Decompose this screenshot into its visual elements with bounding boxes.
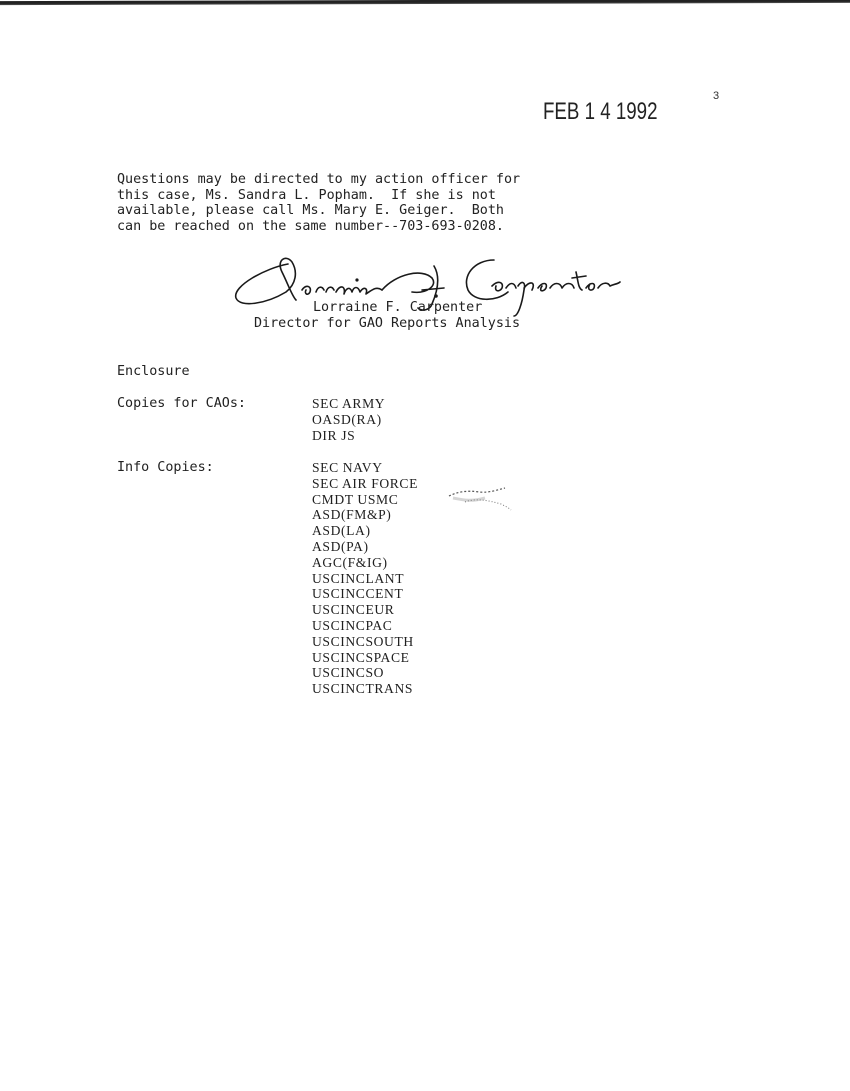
list-item: USCINCSPACE xyxy=(312,649,410,665)
signatory-name: Lorraine F. Carpenter xyxy=(313,300,483,315)
enclosure-label: Enclosure xyxy=(117,364,190,379)
list-item: USCINCEUR xyxy=(312,602,395,618)
list-item: USCINCCENT xyxy=(312,586,404,602)
list-item: USCINCTRANS xyxy=(312,681,414,697)
signatory-title: Director for GAO Reports Analysis xyxy=(254,316,521,331)
top-edge-rule xyxy=(0,0,850,5)
copies-for-caos-list xyxy=(312,396,385,443)
paragraph-line: available, please call Ms. Mary E. Geiger. Both xyxy=(117,203,504,219)
list-item: ASD(PA) xyxy=(312,538,369,554)
list-item: SEC AIR FORCE xyxy=(312,475,419,491)
paragraph-line: Questions may be directed to my action officer for xyxy=(117,172,521,187)
list-item: CMDT USMC xyxy=(312,491,399,507)
paragraph-line: can be reached on the same number--703-693-0208. xyxy=(117,219,504,235)
info-copies-list xyxy=(312,460,418,697)
list-item: USCINCSOUTH xyxy=(312,633,414,649)
list-item: AGC(F&IG) xyxy=(312,554,388,570)
list-item: USCINCSO xyxy=(312,665,385,681)
list-item: USCINCPAC xyxy=(312,617,393,633)
paragraph-line: this case, Ms. Sandra L. Popham. If she is not xyxy=(117,187,496,203)
page-number: 3 xyxy=(713,90,720,102)
ink-smudge xyxy=(445,480,515,516)
list-item: SEC NAVY xyxy=(312,460,383,475)
info-copies-label: Info Copies: xyxy=(117,460,214,475)
list-item: ASD(LA) xyxy=(312,523,371,539)
date-stamp: FEB 1 4 1992 xyxy=(543,98,658,125)
list-item: OASD(RA) xyxy=(312,411,382,427)
list-item: USCINCLANT xyxy=(312,570,405,586)
list-item: SEC ARMY xyxy=(312,396,386,411)
copies-for-caos-label: Copies for CAOs: xyxy=(117,396,246,411)
body-paragraph xyxy=(117,172,637,235)
list-item: ASD(FM&P) xyxy=(312,507,392,523)
list-item: DIR JS xyxy=(312,427,356,443)
